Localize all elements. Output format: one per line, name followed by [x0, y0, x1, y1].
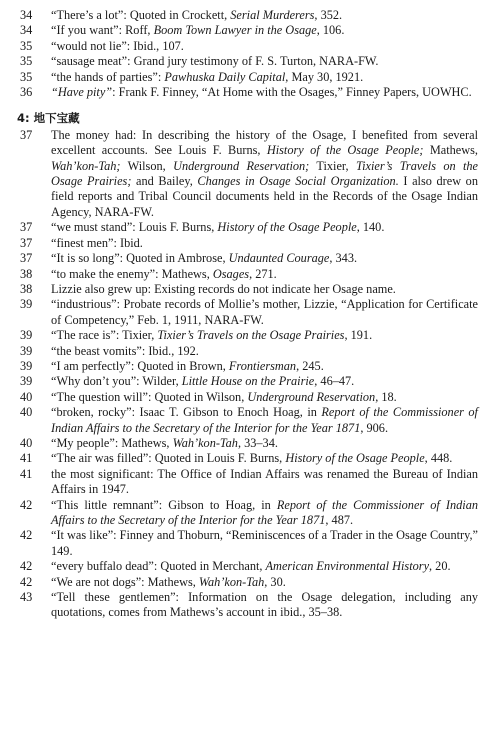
note-text: [51, 559, 478, 574]
italic-title: Boom Town Lawyer in the Osage: [153, 23, 317, 38]
note-fragment: “Tell these gentlemen”: Information on the Osage delegation, including any quotations, comes from Mathews’s account in ibid., 35–38.: [51, 590, 478, 620]
notes-list-bottom: [14, 128, 478, 621]
note-entry: [14, 405, 478, 436]
note-entry: [14, 374, 478, 389]
note-fragment: I also drew on field reports and Tribal Council documents held in the Records of the Osage Indian Agency, NARA-FW.: [51, 174, 478, 219]
note-fragment: , 906.: [360, 420, 389, 435]
note-fragment: “the hands of parties”:: [51, 69, 165, 84]
note-fragment: , 30.: [264, 574, 286, 589]
notes-list-top: [14, 8, 478, 100]
note-entry: [14, 220, 478, 235]
note-fragment: “broken, rocky”: Isaac T. Gibson to Enoch Hoag, in: [51, 405, 322, 420]
italic-title: Tixier’s Travels on the Osage Prairies: [157, 328, 345, 343]
note-entry: [14, 85, 478, 100]
page-number: 35: [20, 54, 33, 69]
note-text: [51, 498, 478, 529]
note-fragment: , 191.: [344, 328, 373, 343]
note-fragment: : Frank F. Finney, “At Home with the Osages,” Finney Papers, UOWHC.: [112, 85, 472, 100]
note-fragment: Tixier,: [309, 158, 356, 173]
note-fragment: , 106.: [316, 23, 345, 38]
note-fragment: “It was like”: Finney and Thoburn, “Reminiscences of a Trader in the Osage Country,” 149.: [51, 528, 478, 558]
note-text: [51, 390, 478, 405]
note-entry: [14, 54, 478, 69]
page-number: 41: [20, 451, 33, 466]
note-text: [51, 128, 478, 220]
note-text: [51, 8, 478, 23]
note-entry: [14, 251, 478, 266]
note-text: [51, 359, 478, 374]
note-text: [51, 590, 478, 621]
note-fragment: “sausage meat”: Grand jury testimony of F. S. Turton, NARA-FW.: [51, 54, 379, 69]
note-entry: [14, 236, 478, 251]
note-fragment: The money had: In describing the history of the Osage, I benefited from several excellent accounts. See Louis F. Burns,: [51, 127, 478, 158]
note-text: [51, 528, 478, 559]
italic-title: American Environmental History: [265, 559, 430, 574]
note-fragment: “The race is”: Tixier,: [51, 328, 158, 343]
page-number: 39: [20, 343, 33, 358]
italic-title: Underground Reservation: [247, 389, 376, 404]
note-fragment: “If you want”: Roff,: [51, 23, 154, 38]
note-fragment: “There’s a lot”: Quoted in Crockett,: [51, 8, 231, 22]
page-number: 39: [20, 358, 33, 373]
note-entry: [14, 467, 478, 498]
page-number: 38: [20, 266, 33, 281]
note-text: [51, 451, 478, 466]
note-fragment: , 343.: [329, 251, 358, 266]
note-text: [51, 297, 478, 328]
italic-title: Pawhuska Daily Capital: [164, 69, 286, 84]
note-entry: [14, 344, 478, 359]
page-number: 35: [20, 38, 33, 53]
note-entry: [14, 528, 478, 559]
note-fragment: , 352.: [314, 8, 343, 22]
page-number: 40: [20, 389, 33, 404]
note-fragment: and Bailey,: [131, 174, 198, 189]
note-fragment: , May 30, 1921.: [285, 69, 364, 84]
note-fragment: “Why don’t you”: Wilder,: [51, 374, 182, 389]
note-entry: [14, 590, 478, 621]
page-number: 37: [20, 220, 33, 235]
page-number: 42: [20, 574, 33, 589]
note-text: [51, 54, 478, 69]
note-entry: [14, 328, 478, 343]
note-fragment: “the beast vomits”: Ibid., 192.: [51, 343, 199, 358]
note-text: [51, 236, 478, 251]
note-fragment: Lizzie also grew up: Existing records do not indicate her Osage name.: [51, 281, 396, 296]
note-fragment: “every buffalo dead”: Quoted in Merchant,: [51, 559, 266, 574]
note-entry: [14, 498, 478, 529]
note-entry: [14, 39, 478, 54]
italic-title: “Have pity”: [51, 85, 113, 100]
note-text: [51, 436, 478, 451]
note-text: [51, 70, 478, 85]
italic-title: Report of the Commissioner of Indian Affairs to the Secretary of the Interior for the Year 1871: [51, 405, 478, 435]
note-text: [51, 85, 478, 100]
page-number: 38: [20, 281, 33, 296]
italic-title: Osages: [212, 266, 250, 281]
page-number: 37: [20, 127, 33, 142]
italic-title: Wah’kon-Tah: [172, 435, 238, 450]
note-fragment: “This little remnant”: Gibson to Hoag, in: [51, 497, 277, 512]
note-fragment: , 271.: [249, 266, 277, 281]
note-text: [51, 39, 478, 54]
page-number: 35: [20, 69, 33, 84]
note-text: [51, 344, 478, 359]
note-entry: [14, 559, 478, 574]
page-number: 41: [20, 466, 33, 481]
note-entry: [14, 8, 478, 23]
note-entry: [14, 436, 478, 451]
italic-title: Report of the Commissioner of Indian Affairs to the Secretary of the Interior for the Year 1871: [51, 497, 478, 527]
note-text: [51, 267, 478, 282]
note-text: [51, 467, 478, 498]
note-text: [51, 251, 478, 266]
note-fragment: Mathews,: [423, 143, 478, 158]
note-entry: [14, 23, 478, 38]
page-number: 34: [20, 23, 33, 38]
italic-title: Tixier’s Travels on the Osage Prairies;: [51, 158, 479, 189]
note-text: [51, 23, 478, 38]
note-text: [51, 220, 478, 235]
note-text: [51, 405, 478, 436]
note-fragment: “we must stand”: Louis F. Burns,: [51, 220, 218, 235]
note-fragment: , 20.: [429, 559, 451, 574]
note-entry: [14, 282, 478, 297]
page-number: 42: [20, 528, 33, 543]
note-entry: [14, 128, 478, 220]
note-fragment: , 33–34.: [237, 435, 278, 450]
page-number: 39: [20, 328, 33, 343]
note-fragment: , 448.: [424, 451, 453, 466]
italic-title: Wah’kon-Tah: [198, 574, 265, 589]
note-fragment: , 46–47.: [314, 374, 355, 389]
note-text: [51, 282, 478, 297]
note-entry: [14, 451, 478, 466]
note-fragment: , 140.: [356, 220, 385, 235]
note-fragment: “The question will”: Quoted in Wilson,: [51, 389, 248, 404]
note-fragment: “industrious”: Probate records of Mollie’s mother, Lizzie, “Application for Certificate of Competency,” Feb. 1, 1911, NARA-FW.: [51, 297, 478, 327]
italic-title: Serial Murderers: [230, 8, 315, 22]
note-fragment: , 18.: [375, 389, 397, 404]
page-number: 36: [20, 85, 33, 100]
note-fragment: “would not lie”: Ibid., 107.: [51, 38, 184, 53]
note-fragment: “I am perfectly”: Quoted in Brown,: [51, 358, 229, 373]
page-number: 39: [20, 374, 33, 389]
italic-title: Wah’kon-Tah;: [51, 158, 121, 173]
page-number: 42: [20, 497, 33, 512]
note-fragment: “to make the enemy”: Mathews,: [51, 266, 213, 281]
note-fragment: “My people”: Mathews,: [51, 435, 173, 450]
page-number: 37: [20, 251, 33, 266]
italic-title: Underground Reservation;: [173, 158, 310, 173]
note-text: [51, 328, 478, 343]
page-number: 40: [20, 435, 33, 450]
note-fragment: “finest men”: Ibid.: [51, 235, 143, 250]
note-fragment: “It is so long”: Quoted in Ambrose,: [51, 251, 229, 266]
note-entry: [14, 297, 478, 328]
chapter-heading: 4: 地下宝藏: [17, 111, 80, 126]
note-fragment: “The air was filled”: Quoted in Louis F. Burns,: [51, 451, 286, 466]
note-entry: [14, 359, 478, 374]
page-number: 37: [20, 235, 33, 250]
note-entry: [14, 390, 478, 405]
note-entry: [14, 70, 478, 85]
italic-title: Changes in Osage Social Organization.: [197, 174, 399, 189]
note-text: [51, 575, 478, 590]
page-number: 34: [20, 8, 33, 22]
page-number: 43: [20, 590, 33, 605]
italic-title: History of the Osage People: [285, 451, 425, 466]
note-fragment: “We are not dogs”: Mathews,: [51, 574, 199, 589]
note-fragment: Wilson,: [120, 158, 174, 173]
note-fragment: , 245.: [296, 358, 324, 373]
note-text: [51, 374, 478, 389]
italic-title: Little House on the Prairie: [181, 374, 315, 389]
note-entry: [14, 267, 478, 282]
note-fragment: , 487.: [325, 513, 354, 527]
page-number: 39: [20, 297, 33, 312]
note-fragment: the most significant: The Office of Indian Affairs was renamed the Bureau of Indian Affairs in 1947.: [51, 466, 478, 497]
page-number: 42: [20, 559, 33, 574]
italic-title: Frontiersman: [228, 358, 297, 373]
note-entry: [14, 575, 478, 590]
italic-title: History of the Osage People;: [266, 143, 424, 158]
italic-title: Undaunted Courage: [228, 251, 330, 266]
italic-title: History of the Osage People: [217, 220, 357, 235]
page-number: 40: [20, 405, 33, 420]
